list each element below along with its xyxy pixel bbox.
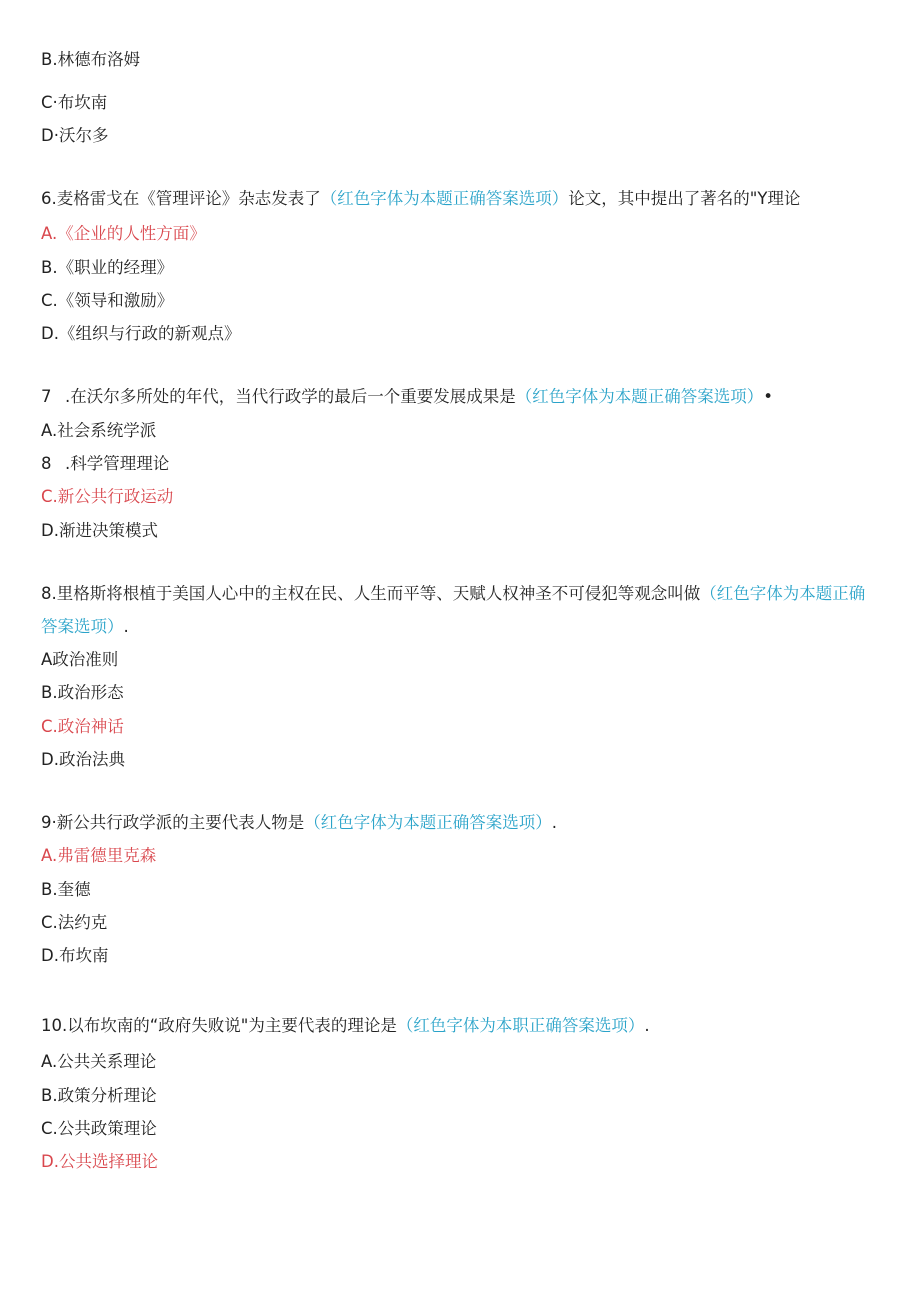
q9-stem-text: 9·新公共行政学派的主要代表人物是 [41,813,305,832]
q8-option-a: A政治准则 [41,650,119,669]
q8-option-d: D.政治法典 [41,750,125,769]
q9-option-c: C.法约克 [41,913,108,932]
q9-answer-hint: （红色字体为本题正确答案选项） [304,813,552,832]
q8-option-c-correct: C.政治神话 [41,717,124,736]
q6-option-b: B.《职业的经理》 [41,258,174,277]
q6-option-a-correct: A.《企业的人性方面》 [41,224,206,243]
q6-stem-text-end: 论文，其中提出了著名的"Y理论 [568,189,801,208]
q5-option-d: D·沃尔多 [41,126,109,145]
q7-option-b-text: .科学管理理论 [65,454,170,473]
q9-option-d: D.布坎南 [41,946,109,965]
q10-option-c: C.公共政策理论 [41,1119,157,1138]
q7-number: 7 [41,387,52,406]
q9-option-b: B.奎德 [41,880,91,899]
q7-option-a: A.社会系统学派 [41,421,157,440]
q8-stem [41,577,881,643]
q10-option-d-correct: D.公共选择理论 [41,1152,158,1171]
q7-stem [41,386,773,408]
q7-answer-hint: （红色字体为本题正确答案选项） [515,387,764,406]
q9-stem-text-end: . [551,813,557,832]
q8-answer-hint: （红色字体为本题正确答案选项） [41,584,866,636]
q7-option-d: D.渐进决策模式 [41,521,158,540]
q7-stem-text-end: • [763,387,773,406]
q10-option-b: B.政策分析理论 [41,1086,157,1105]
q8-stem-text: 8.里格斯将根植于美国人心中的主权在民、人生而平等、天赋人权神圣不可侵犯等观念叫做 [41,584,701,603]
q6-answer-hint: （红色字体为本题正确答案选项） [320,189,569,208]
q10-stem-text-end: . [644,1016,650,1035]
q8-stem-text-end: . [123,617,129,636]
q6-option-d: D.《组织与行政的新观点》 [41,324,241,343]
q10-stem [41,1015,650,1037]
q8-option-b: B.政治形态 [41,683,124,702]
q10-answer-hint: （红色字体为本职正确答案选项） [396,1016,645,1035]
q7-option-c-correct: C.新公共行政运动 [41,487,174,506]
q6-stem-text: 6.麦格雷戈在《管理评论》杂志发表了 [41,189,321,208]
q5-option-b: B.林德布洛姆 [41,50,141,69]
q10-stem-text: 10.以布坎南的“政府失败说"为主要代表的理论是 [41,1016,397,1035]
q7-option-b-number: 8 [41,454,52,473]
q5-option-c: C·布坎南 [41,93,108,112]
q10-option-a: A.公共关系理论 [41,1052,157,1071]
q7-option-b [41,453,169,475]
q6-stem [41,188,800,210]
q7-stem-text: .在沃尔多所处的年代，当代行政学的最后一个重要发展成果是 [65,387,516,406]
q9-stem [41,812,557,834]
q9-option-a-correct: A.弗雷德里克森 [41,846,157,865]
q6-option-c: C.《领导和激励》 [41,291,174,310]
